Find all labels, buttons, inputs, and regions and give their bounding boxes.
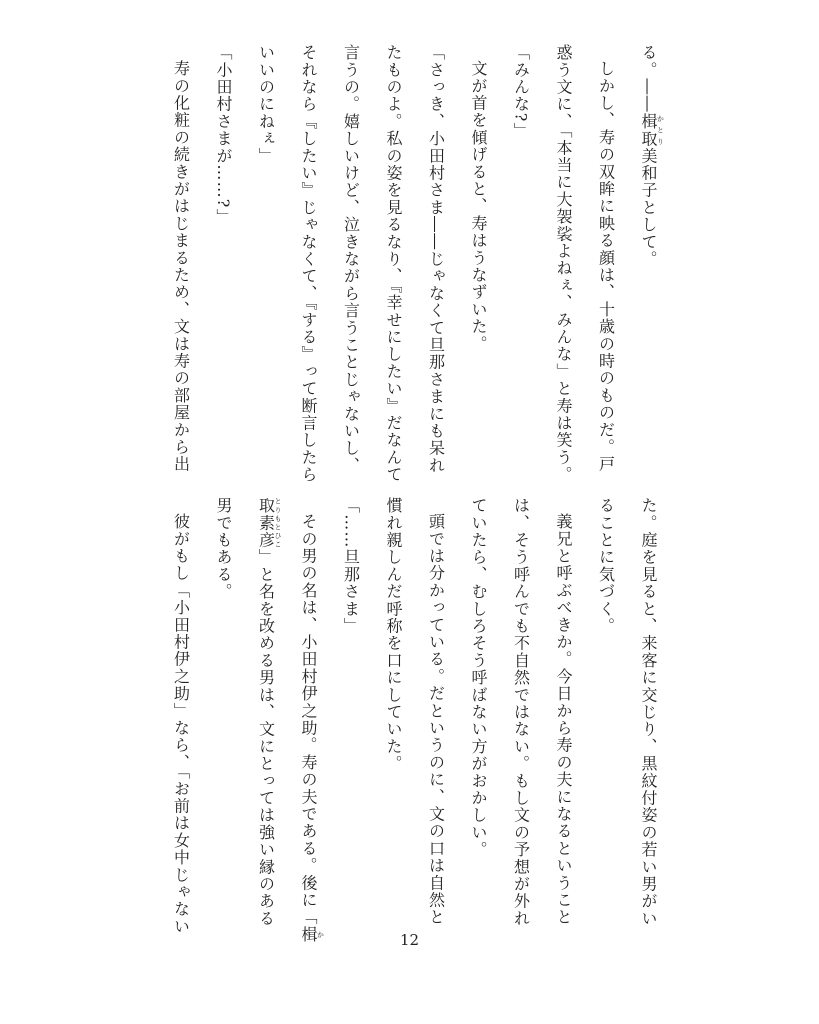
text-line: 言うの。嬉しいけど、泣きながら言うことじゃないし、 [341,44,361,474]
text-line: 「……旦那さま」 [341,497,361,635]
ruby-word: 楫取かとり [639,112,665,148]
text-line: しかし、寿の双眸に映る顔は、十歳の時のものだ。戸 [596,60,616,473]
text-line: 彼がもし「小田村伊之助」なら、「お前は女中じゃない [171,513,191,935]
top-text-block [159,44,669,484]
text-line: 「小田村さまが……?」 [214,44,233,226]
text-line: 頭では分かっている。だというのに、文の口は自然と [426,513,446,926]
text-line: る。――楫取かとり美和子として。 [639,44,665,268]
text-line: 取素彦とりもとひこ」と名を改める男は、文にとっては強い縁のある [256,497,282,928]
text-line: たものよ。私の姿を見るなり、『幸せにしたい』だなんて [384,44,403,484]
ruby-word: 取素彦とりもとひこ [256,497,282,549]
text-line: 慣れ親しんだ呼称を口にしていた。 [384,497,403,773]
text-line: 寿の化粧の続きがはじまるため、文は寿の部屋から出 [171,60,191,473]
text-line: いいのにねぇ」 [256,44,276,165]
text-line: 惑う文に、「本当に大袈裟よねぇ、みんな」と寿は笑う。 [554,44,573,484]
text-line: 男でもある。 [214,497,233,601]
text-line: 文が首を傾げると、寿はうなずいた。 [469,60,488,353]
text-line: 「みんな?」 [511,44,531,140]
text-line: は、そう呼んでも不自然ではない。もし文の予想が外れ [511,497,531,927]
text-line: その男の名は、小田村伊之助。寿の夫である。後に「楫か [299,513,325,944]
page-number: 12 [399,931,420,949]
text-line: た。庭を見ると、来客に交じり、黒紋付姿の若い男がい [639,497,658,927]
ruby-word: 楫か [299,925,325,944]
text-line: 義兄と呼ぶべきか。今日から寿の夫になるということ [554,513,573,926]
text-line: ていたら、むしろそう呼ばない方がおかしい。 [469,497,488,859]
text-line: 「さっき、小田村さま――じゃなくて旦那さまにも呆れ [426,44,446,474]
text-line: ることに気づく。 [596,497,616,635]
text-line: それなら『したい』じゃなくて、『する』って断言したら [299,44,318,484]
